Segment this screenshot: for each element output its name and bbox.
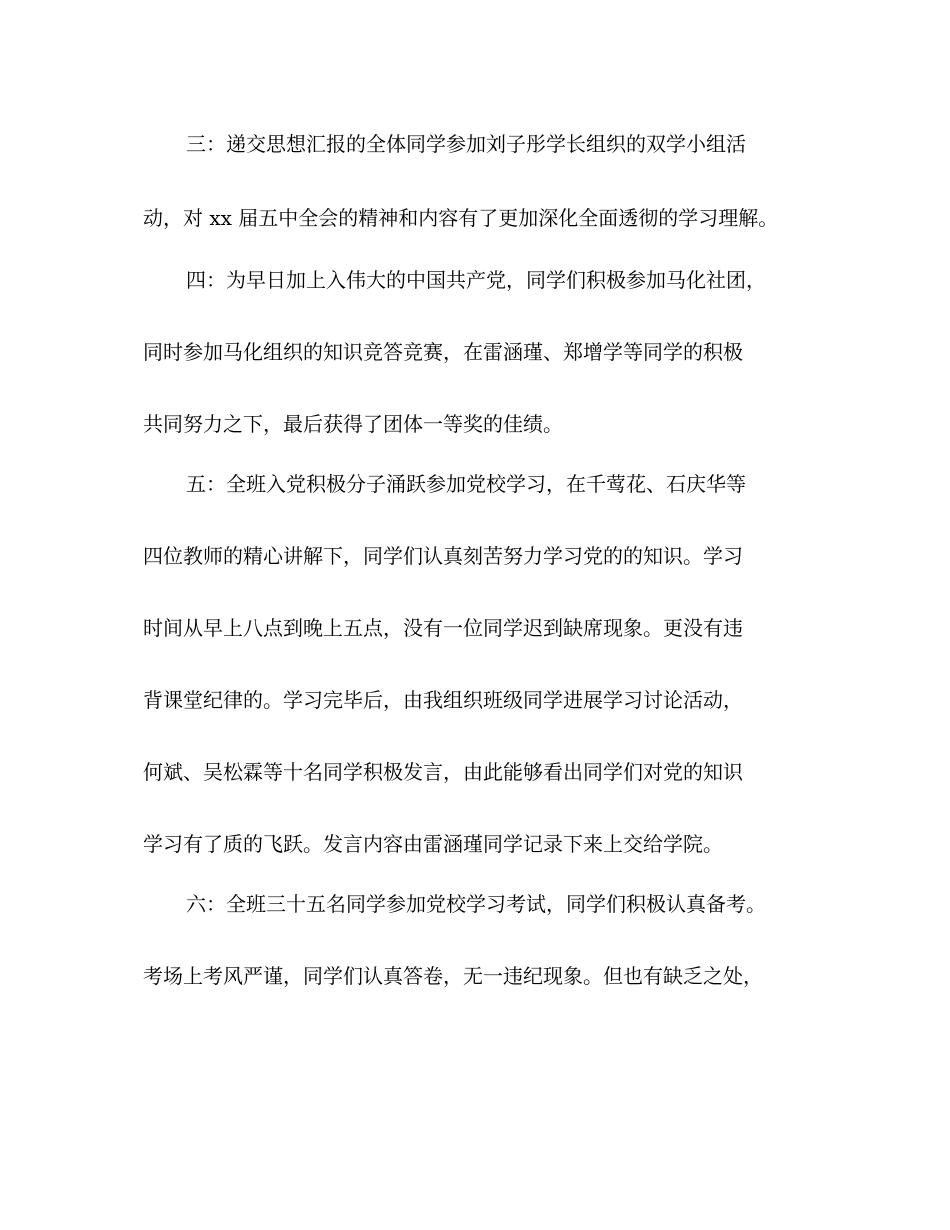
paragraph-5-line-1: 五：全班入党积极分子涌跃参加党校学习，在千莺花、石庆华等 — [186, 472, 746, 496]
paragraph-5-line-3: 时间从早上八点到晚上五点，没有一位同学迟到缺席现象。更没有违 — [143, 616, 743, 640]
paragraph-5-line-4: 背课堂纪律的。学习完毕后，由我组织班级同学进展学习讨论活动， — [143, 688, 743, 712]
paragraph-4-line-2: 同时参加马化组织的知识竞答竞赛，在雷涵瑾、郑增学等同学的积极 — [143, 340, 743, 364]
paragraph-3-line-2: 动，对 xx 届五中全会的精神和内容有了更加深化全面透彻的学习理解。 — [143, 206, 779, 230]
paragraph-6-line-2: 考场上考风严谨，同学们认真答卷，无一违纪现象。但也有缺乏之处， — [143, 964, 763, 988]
paragraph-5-line-2: 四位教师的精心讲解下，同学们认真刻苦努力学习党的的知识。学习 — [143, 544, 743, 568]
paragraph-3-line-1: 三：递交思想汇报的全体同学参加刘子彤学长组织的双学小组活 — [186, 132, 746, 156]
paragraph-4-line-3: 共同努力之下，最后获得了团体一等奖的佳绩。 — [143, 412, 563, 436]
paragraph-5-line-5: 何斌、吴松霖等十名同学积极发言，由此能够看出同学们对党的知识 — [143, 760, 743, 784]
paragraph-4-line-1: 四：为早日加上入伟大的中国共产党，同学们积极参加马化社团， — [186, 268, 766, 292]
paragraph-5-line-6: 学习有了质的飞跃。发言内容由雷涵瑾同学记录下来上交给学院。 — [143, 832, 723, 856]
paragraph-6-line-1: 六：全班三十五名同学参加党校学习考试，同学们积极认真备考。 — [186, 892, 766, 916]
